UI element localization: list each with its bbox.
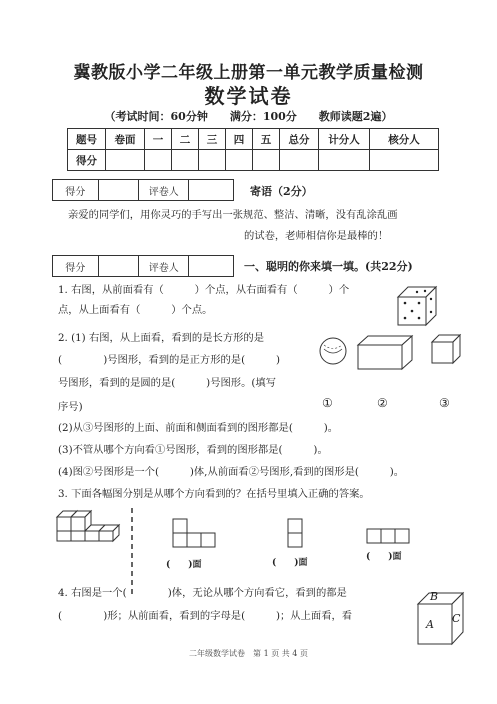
score-header-cell: 核分人 [370, 129, 439, 150]
divider-dashed [130, 508, 134, 594]
score-input-cell[interactable] [226, 150, 253, 171]
view-figure-c [366, 528, 416, 546]
grader-score-label: 得分 [53, 256, 99, 276]
score-input-cell[interactable] [145, 150, 172, 171]
grader-box [52, 255, 234, 277]
grader-name-cell[interactable] [189, 180, 233, 200]
grader-name-label: 评卷人 [139, 180, 189, 200]
message-line-2: 的试卷，老师相信你是最棒的！ [244, 230, 389, 242]
score-input-cell[interactable] [253, 150, 280, 171]
score-header-cell: 五 [253, 129, 280, 150]
score-input-cell[interactable] [319, 150, 370, 171]
solids-figures [315, 333, 465, 397]
figure-label-2: ② [377, 396, 388, 410]
question-2-sub-4: (4)图②号图形是一个( )体,从前面看②号图形,看到的图形是( )。 [58, 466, 405, 478]
score-header-cell: 卷面 [106, 129, 145, 150]
cube-letter-top: B [430, 590, 439, 603]
question-1-line-1: 1. 右图，从前面看有（ ）个点，从右面看有（ ）个 [58, 284, 350, 296]
sphere-figure [320, 338, 346, 364]
exam-title: 冀教版小学二年级上册第一单元教学质量检测 [73, 63, 424, 83]
grader-name-label: 评卷人 [139, 256, 189, 276]
score-header-cell: 四 [226, 129, 253, 150]
grader-name-cell[interactable] [189, 256, 233, 276]
score-header-cell: 二 [172, 129, 199, 150]
score-header-cell: 计分人 [319, 129, 370, 150]
cube-letter-side: C [452, 612, 461, 625]
grader-score-cell[interactable] [99, 180, 140, 200]
answer-blank-c[interactable]: ( )面 [366, 552, 402, 562]
exam-info: （考试时间：60分钟 满分：100分 教师读题2遍） [104, 110, 393, 123]
score-input-cell[interactable] [370, 150, 439, 171]
score-input-cell[interactable] [106, 150, 145, 171]
answer-blank-a[interactable]: ( )面 [166, 560, 202, 570]
question-4-line-1: 4. 右图是一个( )体，无论从哪个方向看它，看到的都是 [58, 587, 347, 599]
view-figure-a [172, 518, 222, 548]
answer-blank-b[interactable]: ( )面 [272, 558, 308, 568]
cube-letter-front: A [426, 618, 434, 631]
score-table-value-row [68, 150, 439, 171]
score-row-label: 得分 [68, 150, 106, 171]
view-figure-b [287, 518, 307, 550]
cuboid-figure [358, 336, 412, 369]
question-3-text: 3. 下面各幅图分别是从哪个方向看到的？在括号里填入正确的答案。 [58, 488, 370, 500]
figure-label-3: ③ [439, 396, 450, 410]
score-header-cell: 三 [199, 129, 226, 150]
message-line-1: 亲爱的同学们，用你灵巧的手写出一张规范、整洁、清晰，没有乱涂乱画 [68, 209, 398, 221]
question-2-sub-3: (3)不管从哪个方向看①号图形，看到的图形都是( )。 [58, 444, 328, 456]
score-input-cell[interactable] [172, 150, 199, 171]
cube-figure [432, 335, 460, 363]
score-header-cell: 题号 [68, 129, 106, 150]
question-4-line-2: ( )形；从前面看，看到的字母是( )；从上面看，看 [58, 610, 353, 622]
grader-score-label: 得分 [53, 180, 99, 200]
score-header-cell: 总分 [280, 129, 319, 150]
grader-score-cell[interactable] [99, 256, 140, 276]
stacked-cubes-figure [55, 506, 135, 546]
message-title: 寄语（2分） [250, 185, 313, 198]
dice-cube-figure [396, 285, 438, 327]
score-table-header-row [68, 129, 439, 150]
question-2-sub-2: (2)从③号图形的上面、前面和侧面看到的图形都是( )。 [58, 422, 339, 434]
figure-label-1: ① [322, 396, 333, 410]
page-footer: 二年级数学试卷 第 1 页 共 4 页 [189, 649, 308, 658]
score-table [67, 128, 439, 171]
question-1-line-2: 点，从上面看有（ ）个点。 [58, 304, 213, 316]
score-header-cell: 一 [145, 129, 172, 150]
section-1-title: 一、聪明的你来填一填。(共22分) [244, 260, 413, 273]
grader-box [52, 179, 234, 201]
score-input-cell[interactable] [199, 150, 226, 171]
question-2-line-4: 序号) [58, 401, 83, 413]
question-2-line-2: ( )号图形，看到的是正方形的是( ) [58, 354, 281, 366]
score-input-cell[interactable] [280, 150, 319, 171]
question-2-line-1: 2. (1) 右图，从上面看，看到的是长方形的是 [58, 332, 265, 344]
exam-subtitle: 数学试卷 [204, 84, 293, 108]
question-2-line-3: 号图形，看到的是圆的是( )号图形。(填写 [58, 377, 276, 389]
